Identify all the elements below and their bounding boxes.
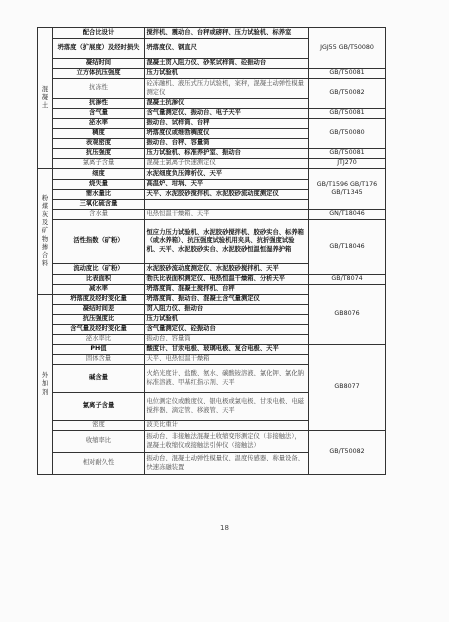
equipment-cell: 含气量测定仪、砼振动台 xyxy=(145,325,309,335)
equipment-cell: 恒应力压力试验机、水泥胶砂搅拌机、胶砂实台、标养箱（或水养箱）、抗压强度试验机用夹具、抗折强度试验机、天平、水泥胶砂实台、水泥胶砂恒温恒湿养护箱 xyxy=(145,220,309,264)
equipment-cell: 混凝土贯入阻力仪、砂浆试样筒、砼振动台 xyxy=(145,59,309,69)
item-cell: 凝结时间差 xyxy=(53,305,145,315)
equipment-cell: 混凝土抗渗仪 xyxy=(145,99,309,109)
item-cell: 氯离子含量 xyxy=(53,159,145,169)
item-cell: 三氧化硫含量 xyxy=(53,200,145,210)
item-cell: 烧失量 xyxy=(53,180,145,190)
equipment-cell: 天平、电热恒温干燥箱 xyxy=(145,355,309,365)
standard-cell: JGJ55 GB/T50080 xyxy=(309,28,386,69)
item-cell: 泌水率比 xyxy=(53,335,145,345)
table-row xyxy=(38,159,386,169)
standard-cell: GB/T50082 xyxy=(309,79,386,109)
item-cell: 碱含量 xyxy=(53,365,145,393)
equipment-cell: 压力试验机 xyxy=(145,69,309,79)
standard-cell: GB/T1596 GB/T176 GB/T1345 xyxy=(309,169,386,210)
standard-cell: GB8077 xyxy=(309,345,386,431)
item-cell: 收缩率比 xyxy=(53,431,145,453)
item-cell: 相对耐久性 xyxy=(53,453,145,475)
equipment-cell: 天平、水泥胶砂搅拌机、水泥胶砂流动度测定仪 xyxy=(145,190,309,200)
item-cell: 坍落度（扩展度）及经时损失 xyxy=(53,39,145,59)
item-cell: 固体含量 xyxy=(53,355,145,365)
item-cell: 含气量 xyxy=(53,109,145,119)
equipment-cell: 水泥细度负压筛析仪、天平 xyxy=(145,169,309,180)
item-cell: 细度 xyxy=(53,169,145,180)
equipment-cell: 振动台、混凝土动弹性模量仪、温度传感器、称量设备、快速冻融装置 xyxy=(145,453,309,475)
table-row xyxy=(38,345,386,355)
table-row xyxy=(38,149,386,159)
equipment-cell: 振动台、容量筒 xyxy=(145,335,309,345)
item-cell: 含气量及经时变化量 xyxy=(53,325,145,335)
standard-cell: GB/T50081 xyxy=(309,109,386,119)
equipment-cell: 电位测定仪或酸度仪、银电极或氯电极、甘汞电极、电磁搅拌器、滴定管、移液管、天平 xyxy=(145,393,309,421)
table-row xyxy=(38,220,386,264)
item-cell: 立方体抗压强度 xyxy=(53,69,145,79)
item-cell: 抗冻性 xyxy=(53,79,145,99)
standard-cell: GB/T8074 xyxy=(309,275,386,285)
item-cell: 稠度 xyxy=(53,129,145,139)
standard-cell: GB8076 xyxy=(309,285,386,345)
equipment-table xyxy=(37,27,386,475)
table-row xyxy=(38,275,386,285)
equipment-cell: 压力试验机、标准养护室、振动台 xyxy=(145,149,309,159)
equipment-cell: 砼冻融机、液压式压力试验机，案秤，混凝土动弹性模量测定仪 xyxy=(145,79,309,99)
category-admixture: 外加剂 xyxy=(38,295,53,475)
item-cell: 坍落度及经时变化量 xyxy=(53,295,145,305)
category-concrete: 混凝土 xyxy=(38,28,53,169)
equipment-cell: 搅拌机、震动台、台秤或磅秤、压力试验机、标养室 xyxy=(145,28,309,39)
equipment-cell xyxy=(145,200,309,210)
table-row xyxy=(38,119,386,129)
equipment-cell: 坍落度仪或维勃稠度仪 xyxy=(145,129,309,139)
table-row xyxy=(38,69,386,79)
equipment-cell: 电热恒温干燥箱、天平 xyxy=(145,210,309,220)
equipment-cell: 勃氏比表面积测定仪、电热恒温干燥箱、分析天平 xyxy=(145,275,309,285)
table-row xyxy=(38,109,386,119)
standard-cell: GB/T50081 xyxy=(309,149,386,159)
item-cell: 密度 xyxy=(53,421,145,431)
equipment-cell: 火焰光度计、盐酸、氨水、碳酸铵溶液、氯化钾、氯化钠标准溶液、甲基红指示剂、天平 xyxy=(145,365,309,393)
equipment-cell: 波美比重计 xyxy=(145,421,309,431)
page-number: 18 xyxy=(220,524,229,532)
category-flyash: 粉煤灰及矿物掺合料 xyxy=(38,169,53,295)
equipment-cell: 坍落度筒、混凝土搅拌机、台秤 xyxy=(145,285,309,295)
item-cell: 减水率 xyxy=(53,285,145,295)
item-cell: 比表面积 xyxy=(53,275,145,285)
item-cell: 凝结时间 xyxy=(53,59,145,69)
standard-cell: GB/T18046 xyxy=(309,220,386,275)
standard-cell: JTJ270 xyxy=(309,159,386,169)
equipment-cell: 高温炉、坩埚、天平 xyxy=(145,180,309,190)
item-cell: 抗压强度比 xyxy=(53,315,145,325)
item-cell: 表观密度 xyxy=(53,139,145,149)
table-row xyxy=(38,285,386,295)
item-cell: 抗压强度 xyxy=(53,149,145,159)
standard-cell: GN/T18046 xyxy=(309,210,386,220)
equipment-cell: 振动台、非接触法混凝土收缩变形测定仪（非接触法），混凝土收缩仪或接触法引伸仪（接触法） xyxy=(145,431,309,453)
equipment-cell: 贯入阻力仪、振动台 xyxy=(145,305,309,315)
item-cell: 需水量比 xyxy=(53,190,145,200)
item-cell: 泌水率 xyxy=(53,119,145,129)
equipment-cell: 含气量测定仪、振动台、电子天平 xyxy=(145,109,309,119)
equipment-cell: 混凝土氯离子快速测定仪 xyxy=(145,159,309,169)
equipment-cell: 振动台、试样筒、台秤 xyxy=(145,119,309,129)
equipment-cell: 水泥胶砂流动度测定仪、水泥胶砂搅拌机、天平 xyxy=(145,264,309,275)
item-cell: 抗渗性 xyxy=(53,99,145,109)
item-cell: 氯离子含量 xyxy=(53,393,145,421)
equipment-cell: 酸度计、甘汞电极、玻璃电极、复合电极、天平 xyxy=(145,345,309,355)
table-row xyxy=(38,210,386,220)
equipment-cell: 压力试验机 xyxy=(145,315,309,325)
equipment-cell: 坍落度仪、钢直尺 xyxy=(145,39,309,59)
table-row xyxy=(38,169,386,180)
item-cell: 活性指数（矿粉） xyxy=(53,220,145,264)
equipment-cell: 坍落度筒、振动台、混凝土含气量测定仪 xyxy=(145,295,309,305)
table-row xyxy=(38,431,386,453)
item-cell: 配合比设计 xyxy=(53,28,145,39)
standard-cell: GB/T50080 xyxy=(309,119,386,149)
standard-cell: GB/T50081 xyxy=(309,69,386,79)
standard-cell: GB/T50082 xyxy=(309,431,386,475)
item-cell: 流动度比（矿粉） xyxy=(53,264,145,275)
item-cell: PH值 xyxy=(53,345,145,355)
table-row xyxy=(38,28,386,39)
item-cell: 含水量 xyxy=(53,210,145,220)
equipment-cell: 振动台、台秤、容量筒 xyxy=(145,139,309,149)
table-row xyxy=(38,79,386,99)
